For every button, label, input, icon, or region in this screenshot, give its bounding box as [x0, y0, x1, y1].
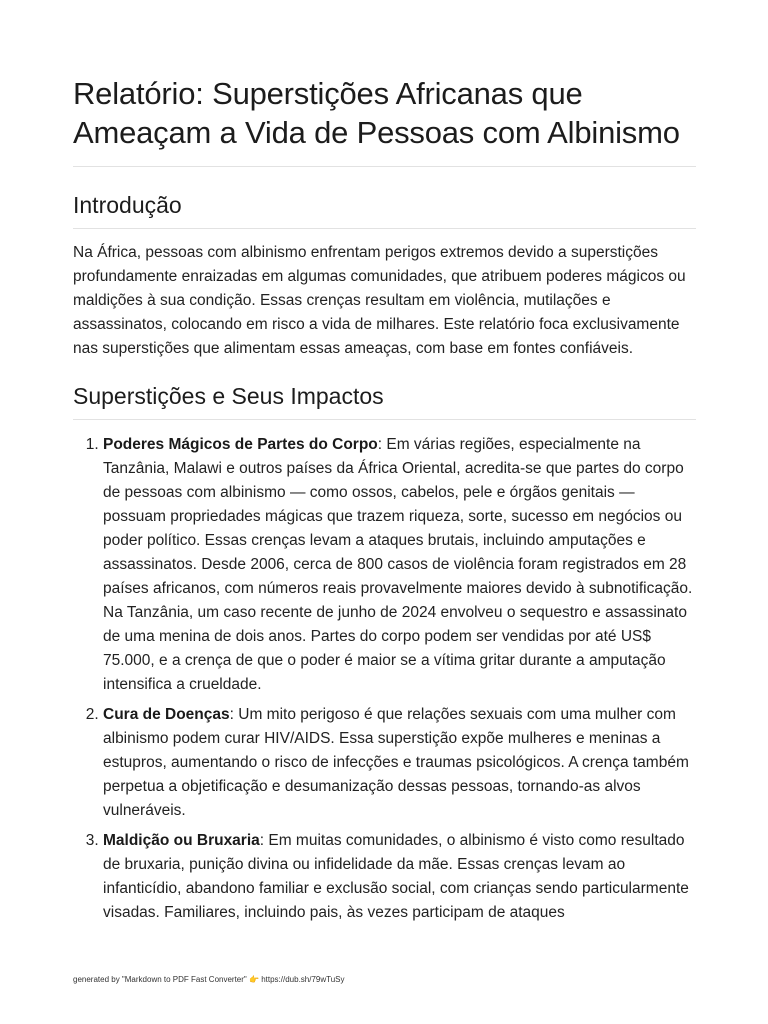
section-divider	[73, 228, 696, 229]
page-title: Relatório: Superstições Africanas que Ameaçam a Vida de Pessoas com Albinismo	[73, 76, 680, 150]
section-heading-introducao: Introdução	[73, 192, 182, 218]
document-body	[73, 74, 696, 931]
list-item-term: Maldição ou Bruxaria	[103, 832, 260, 849]
list-item	[103, 829, 696, 925]
footer-generator-text: generated by "Markdown to PDF Fast Converter"	[73, 975, 247, 984]
pointing-hand-icon: 👉	[249, 975, 259, 984]
list-item-text: : Em muitas comunidades, o albinismo é visto como resultado de bruxaria, punição divina ou infidelidade da mãe. Essas crenças levam ao infanticídio, abandono familiar e exclusão social, com crianças sendo particularmente visadas. Familiares, incluindo pais, às vezes participam de ataques	[103, 832, 689, 921]
list-item	[103, 703, 696, 823]
list-item	[103, 433, 696, 697]
section-divider	[73, 419, 696, 420]
list-item-term: Cura de Doenças	[103, 706, 230, 723]
page-footer	[73, 974, 345, 986]
title-divider	[73, 166, 696, 167]
list-item-term: Poderes Mágicos de Partes do Corpo	[103, 436, 378, 453]
list-item-text: : Em várias regiões, especialmente na Tanzânia, Malawi e outros países da África Oriental, acredita-se que partes do corpo de pessoas com albinismo — como ossos, cabelos, pele e órgãos genitais — possuam propriedades mágicas que trazem riqueza, sorte, sucesso em negócios ou poder político. Essas crenças levam a ataques brutais, incluindo amputações e assassinatos. Desde 2006, cerca de 800 casos de violência foram registrados em 28 países africanos, com números reais provavelmente maiores devido à subnotificação. Na Tanzânia, um caso recente de junho de 2024 envolveu o sequestro e assassinato de uma menina de dois anos. Partes do corpo podem ser vendidas por até US$ 75.000, e a crença de que o poder é maior se a vítima gritar durante a amputação intensifica a crueldade.	[103, 436, 693, 693]
intro-paragraph: Na África, pessoas com albinismo enfrentam perigos extremos devido a superstições profundamente enraizadas em algumas comunidades, que atribuem poderes mágicos ou maldições à sua condição. Essas crenças resultam em violência, mutilações e assassinatos, colocando em risco a vida de milhares. Este relatório foca exclusivamente nas superstições que alimentam essas ameaças, com base em fontes confiáveis.	[73, 244, 686, 357]
superstitions-list	[73, 433, 696, 925]
section-heading-supersticoes: Superstições e Seus Impactos	[73, 383, 384, 409]
list-item-text: : Um mito perigoso é que relações sexuais com uma mulher com albinismo podem curar HIV/AIDS. Essa superstição expõe mulheres e meninas a estupros, aumentando o risco de infecções e traumas psicológicos. A crença também perpetua a objetificação e desumanização dessas pessoas, tornando-as alvos vulneráveis.	[103, 706, 689, 819]
footer-link[interactable]: https://dub.sh/79wTuSy	[261, 975, 345, 984]
